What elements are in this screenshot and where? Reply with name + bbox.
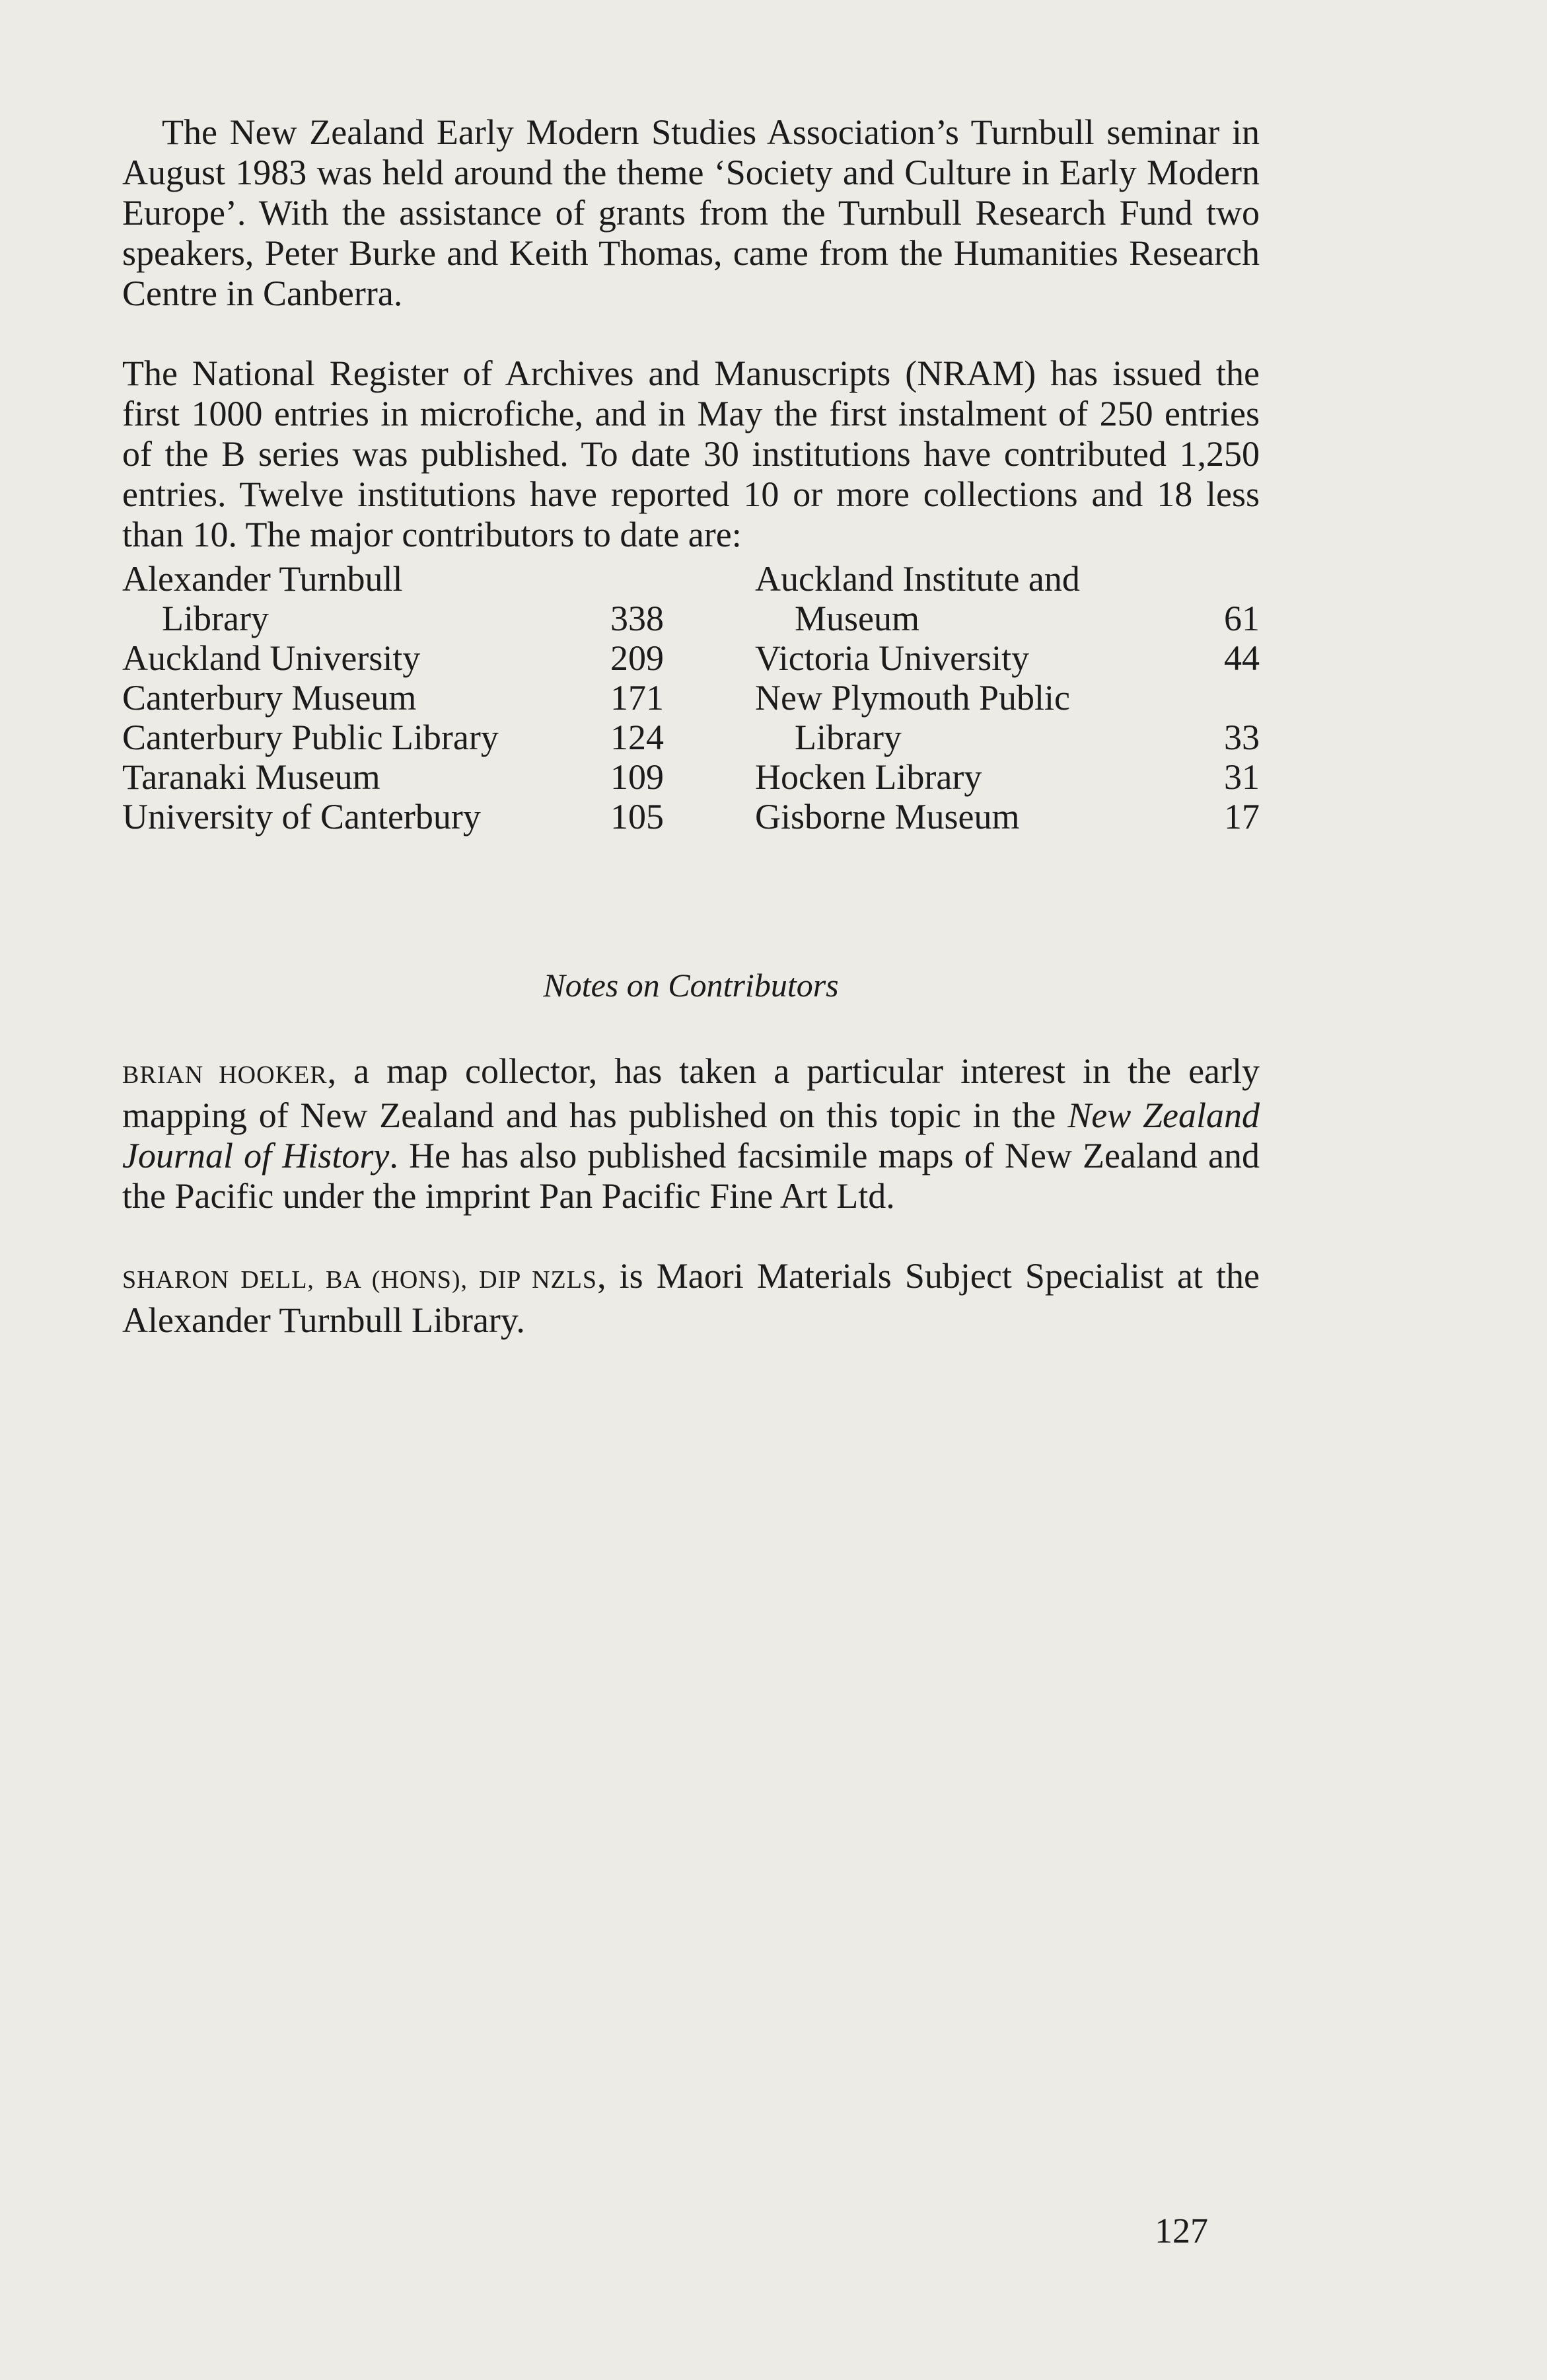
institution-name: Auckland Institute and — [755, 559, 1080, 599]
contributor-name: BRIAN HOOKER — [122, 1061, 328, 1089]
contributor-name: SHARON DELL, BA (HONS), DIP NZLS — [122, 1266, 598, 1294]
institution-name: Library — [162, 599, 269, 638]
table-row — [122, 718, 664, 757]
entry-count: 124 — [610, 718, 664, 757]
journal-title: New Zealand Journal of History — [122, 1096, 1260, 1175]
entry-count: 44 — [1224, 638, 1260, 678]
institution-name: New Plymouth Public — [755, 678, 1071, 718]
institution-name: Auckland University — [122, 638, 421, 678]
institution-name: Hocken Library — [755, 757, 982, 797]
table-row — [755, 559, 1260, 599]
table-row — [122, 797, 664, 837]
institution-name: Taranaki Museum — [122, 757, 380, 797]
table-row — [755, 599, 1260, 638]
entry-count: 105 — [610, 797, 664, 837]
contributor-entry-dell — [122, 1256, 1260, 1341]
contributors-column-left — [122, 559, 664, 837]
entry-count: 33 — [1224, 718, 1260, 757]
table-row — [755, 797, 1260, 837]
institution-name: Alexander Turnbull — [122, 559, 403, 599]
entry-count: 61 — [1224, 599, 1260, 638]
paragraph-seminar — [122, 112, 1260, 314]
institution-name: University of Canterbury — [122, 797, 481, 837]
table-row — [755, 718, 1260, 757]
institution-name: Canterbury Museum — [122, 678, 417, 718]
table-row — [122, 638, 664, 678]
table-row — [122, 599, 664, 638]
page-content — [122, 112, 1260, 1341]
institution-name: Library — [795, 718, 902, 757]
paragraph-nram-text: The National Register of Archives and Manuscripts (NRAM) has issued the first 1000 entries in microfiche, and in May the first instalment of 250 entries of the B series was published. To date 30 institutions have contributed 1,250 entries. Twelve institutions have reported 10 or more collections and 18 less than 10. The major contributors to date are: — [122, 353, 1260, 554]
table-row — [122, 678, 664, 718]
contributor-entry-hooker — [122, 1051, 1260, 1216]
contributor-text: , a map collector, has taken a particular interest in the early mapping of New Zealand and has published on this topic in the — [122, 1051, 1260, 1135]
page-number: 127 — [1155, 2211, 1208, 2250]
institution-name: Canterbury Public Library — [122, 718, 499, 757]
contributor-text: , is Maori Materials Subject Specialist at the Alexander Turnbull Library. — [122, 1256, 1260, 1340]
table-row — [122, 757, 664, 797]
entry-count: 17 — [1224, 797, 1260, 837]
table-row — [755, 638, 1260, 678]
institution-name: Victoria University — [755, 638, 1030, 678]
table-row — [755, 757, 1260, 797]
entry-count: 209 — [610, 638, 664, 678]
entry-count: 338 — [610, 599, 664, 638]
institution-name: Gisborne Museum — [755, 797, 1020, 837]
entry-count: 31 — [1224, 757, 1260, 797]
entry-count: 171 — [610, 678, 664, 718]
contributor-text: . He has also published facsimile maps of New Zealand and the Pacific under the imprint Pan Pacific Fine Art Ltd. — [122, 1136, 1260, 1216]
table-row — [122, 559, 664, 599]
table-row — [755, 678, 1260, 718]
contributors-table — [122, 559, 1260, 837]
notes-heading: Notes on Contributors — [543, 967, 839, 1004]
contributors-column-right — [755, 559, 1260, 837]
paragraph-nram — [122, 353, 1260, 555]
institution-name: Museum — [795, 599, 919, 638]
paragraph-seminar-text: The New Zealand Early Modern Studies Association’s Turnbull seminar in August 1983 was held around the theme ‘Society and Culture in Early Modern Europe’. With the assistance of grants from the Turnbull Research Fund two speakers, Peter Burke and Keith Thomas, came from the Humanities Research Centre in Canberra. — [122, 112, 1260, 313]
entry-count: 109 — [610, 757, 664, 797]
